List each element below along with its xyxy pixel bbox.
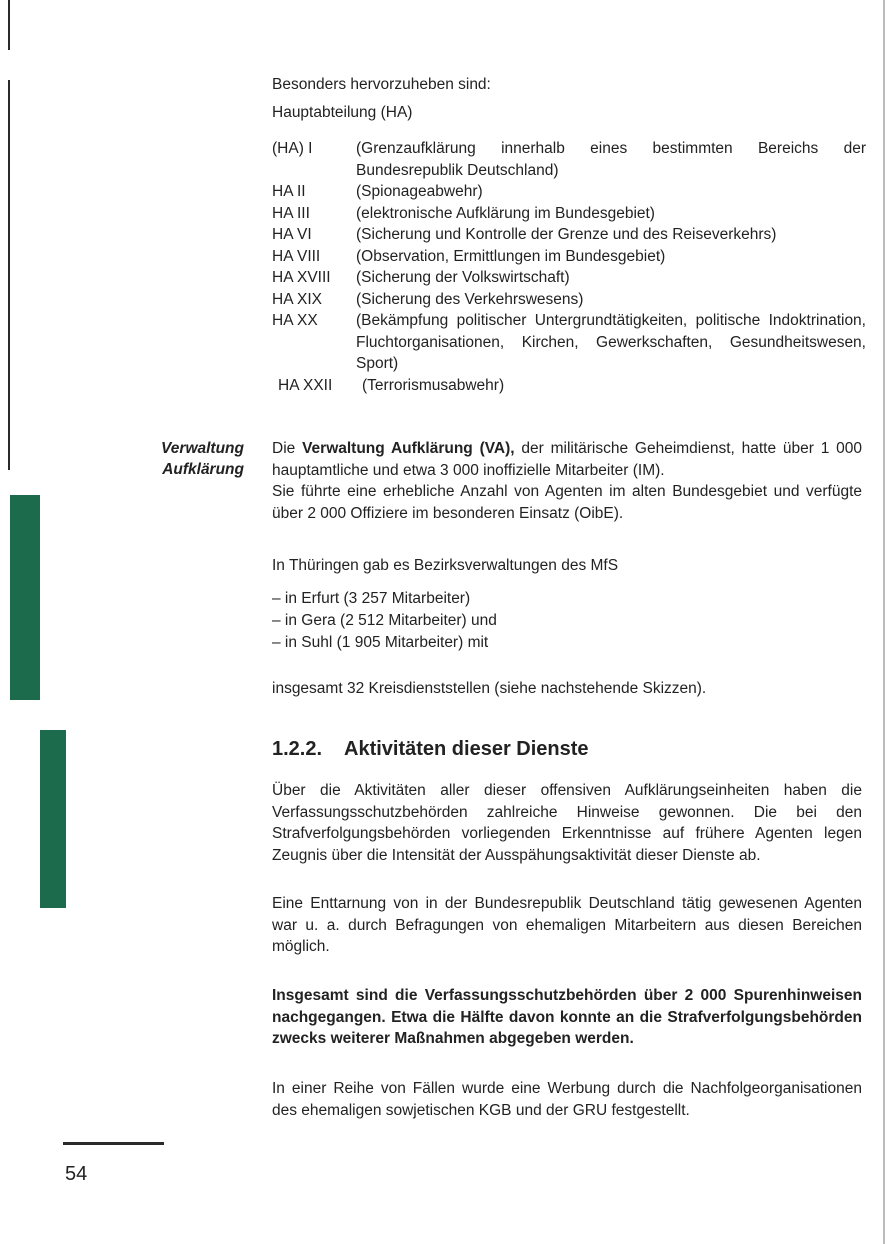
sidebar-label-line: Aufklärung (162, 461, 244, 478)
list-item: – in Suhl (1 905 Mitarbeiter) mit (272, 634, 489, 651)
va-text-post: der militärische Geheimdienst, hatte über 1 000 hauptamtliche und etwa 3 000 inoffizielle Mitarbeiter (IM). (272, 440, 862, 479)
sidebar-label (120, 438, 244, 480)
department-desc: (Bekämpfung politischer Untergrundtätigkeiten, politische Indoktrination, Fluchtorganisationen, Kirchen, Gewerkschaften, Gesundheitswesen, Sport) (356, 312, 866, 372)
paragraph: Über die Aktivitäten aller dieser offensiven Aufklärungseinheiten haben die Verfassungsschutzbehörden zahlreiche Hinweise gewonnen. Die bei den Strafverfolgungsbehörden vorliegenden Erkenntnisse auf frühere Agenten legen Zeugnis über die Intensität der Ausspähungsaktivität dieser Dienste ab. (272, 782, 862, 864)
table-row (272, 181, 866, 203)
department-code: HA III (272, 204, 310, 222)
table-row (272, 375, 866, 397)
paragraph: In einer Reihe von Fällen wurde eine Werbung durch die Nachfolgeorganisationen des ehemaligen sowjetischen KGB und der GRU festgestellt. (272, 1080, 862, 1119)
department-desc: (Sicherung der Volkswirtschaft) (356, 269, 570, 286)
intro-text: Besonders hervorzuheben sind: (272, 76, 491, 93)
department-code: HA XXII (278, 376, 333, 394)
department-desc: (Grenzaufklärung innerhalb eines bestimmten Bereichs der Bundesrepublik Deutschland) (356, 140, 866, 179)
va-text-pre: Die (272, 440, 303, 457)
department-code: HA II (272, 183, 306, 200)
table-row (272, 138, 866, 181)
department-desc: (Sicherung und Kontrolle der Grenze und des Reiseverkehrs) (356, 226, 777, 243)
district-list (272, 588, 497, 654)
margin-bar (10, 495, 40, 700)
va-paragraph (272, 438, 862, 524)
list-item: – in Erfurt (3 257 Mitarbeiter) (272, 590, 471, 607)
department-code: HA XX (272, 312, 318, 329)
paragraph: Eine Enttarnung von in der Bundesrepublik Deutschland tätig gewesenen Agenten war u. a. durch Befragungen von ehemaligen Mitarbeitern aus diesen Bereichen möglich. (272, 895, 862, 955)
department-desc: (Observation, Ermittlungen im Bundesgebiet) (356, 247, 666, 265)
va-second-sentence: Sie führte eine erhebliche Anzahl von Agenten im alten Bundesgebiet und verfügte über 2 000 Offiziere im besonderen Einsatz (OibE). (272, 483, 862, 522)
section-number: 1.2.2. (272, 738, 323, 760)
department-table (272, 138, 866, 396)
section-heading (272, 738, 589, 761)
paragraph-emphasis: Insgesamt sind die Verfassungsschutzbehörden über 2 000 Spurenhinweisen nachgegangen. Etwa die Hälfte davon konnte an die Strafverfolgungsbehörden zwecks weiterer Maßnahmen abgegeben werden. (272, 987, 862, 1047)
page-number: 54 (65, 1163, 88, 1185)
list-item: – in Gera (2 512 Mitarbeiter) und (272, 612, 497, 629)
department-code: HA XVIII (272, 269, 331, 286)
footer-rule (63, 1142, 164, 1145)
table-row (272, 267, 866, 289)
margin-bar (40, 730, 66, 908)
table-row (272, 246, 866, 268)
department-code: (HA) I (272, 140, 313, 157)
sidebar-label-line: Verwaltung (161, 440, 244, 457)
department-desc: (Sicherung des Verkehrswesens) (356, 290, 584, 308)
ha-title: Hauptabteilung (HA) (272, 104, 413, 121)
department-code: HA VI (272, 226, 312, 243)
table-row (272, 310, 866, 375)
department-desc: (Terrorismusabwehr) (362, 376, 505, 394)
total-text: insgesamt 32 Kreisdienststellen (siehe nachstehende Skizzen). (272, 680, 707, 697)
margin-line-top (8, 0, 10, 50)
table-row (272, 203, 866, 225)
margin-line (8, 80, 10, 470)
table-row (272, 224, 866, 246)
section-title: Aktivitäten dieser Dienste (344, 738, 589, 760)
department-code: HA VIII (272, 247, 321, 265)
table-row (272, 289, 866, 311)
right-edge-line (883, 0, 885, 1244)
va-term: Verwaltung Aufklärung (VA), (302, 440, 515, 457)
thueringen-text: In Thüringen gab es Bezirksverwaltungen des MfS (272, 557, 619, 574)
department-desc: (elektronische Aufklärung im Bundesgebiet) (356, 204, 655, 222)
department-code: HA XIX (272, 290, 322, 308)
department-desc: (Spionageabwehr) (356, 183, 483, 200)
